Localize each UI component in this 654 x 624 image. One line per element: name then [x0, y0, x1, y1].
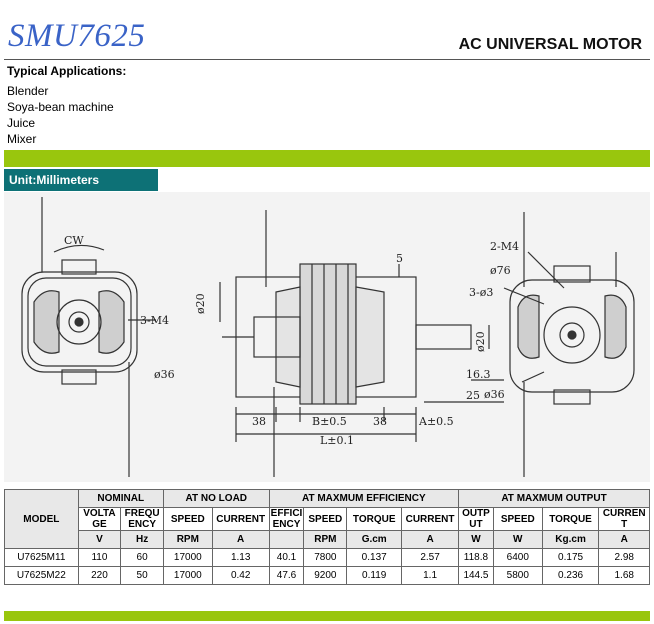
motor-drawing	[4, 192, 650, 482]
unit-cell: RPM	[163, 531, 212, 549]
side-view	[220, 210, 504, 477]
table-units-row	[5, 531, 650, 549]
dim38-left-label: 38	[252, 415, 266, 428]
unit-cell: Kg.cm	[542, 531, 599, 549]
cell: 9200	[304, 567, 347, 585]
cell: 60	[121, 549, 164, 567]
dia20-left-label: ø20	[194, 293, 207, 314]
cell: 5800	[493, 567, 542, 585]
unit-cell: W	[493, 531, 542, 549]
motor-type-title: AC UNIVERSAL MOTOR	[458, 36, 642, 53]
column-header: TORQUE	[542, 508, 599, 531]
spec-table	[4, 489, 650, 585]
cell: 0.175	[542, 549, 599, 567]
section-divider-bar	[4, 150, 650, 167]
dia20-shaft-label: ø20	[474, 331, 487, 352]
max-output-header: AT MAXMUM OUTPUT	[459, 490, 650, 508]
cell: 1.13	[212, 549, 269, 567]
column-header: SPEED	[304, 508, 347, 531]
column-header: OUTPUT	[459, 508, 494, 531]
m4-right-label: 2-M4	[490, 240, 519, 253]
technical-drawing-svg	[4, 192, 650, 482]
cell: 2.98	[599, 549, 650, 567]
cell: 50	[121, 567, 164, 585]
dim-b-label: B±0.5	[312, 415, 347, 428]
cell: 17000	[163, 567, 212, 585]
unit-cell: W	[459, 531, 494, 549]
column-header: CURRENT	[212, 508, 269, 531]
model-title: SMU7625	[8, 18, 146, 54]
column-header: FREQUENCY	[121, 508, 164, 531]
nominal-header: NOMINAL	[78, 490, 163, 508]
dim5-label: 5	[396, 252, 403, 265]
column-header: TORQUE	[347, 508, 402, 531]
cell: U7625M11	[5, 549, 79, 567]
dim38-right-label: 38	[373, 415, 387, 428]
cell: 7800	[304, 549, 347, 567]
dim-a-label: A±0.5	[419, 415, 454, 428]
column-header: SPEED	[163, 508, 212, 531]
unit-cell: Hz	[121, 531, 164, 549]
no-load-header: AT NO LOAD	[163, 490, 269, 508]
unit-cell: A	[212, 531, 269, 549]
unit-cell: A	[599, 531, 650, 549]
column-header: CURRENT	[402, 508, 459, 531]
column-header: EFFICIENCY	[270, 508, 303, 530]
cell: 118.8	[459, 549, 494, 567]
column-header: VOLTAGE	[78, 508, 121, 531]
model-header: MODEL	[5, 490, 79, 549]
screws-left-label: 3-M4	[140, 314, 169, 327]
application-item: Soya-bean machine	[7, 100, 114, 114]
table-group-header-row	[5, 490, 650, 508]
table-column-header-row	[5, 508, 650, 531]
table-row	[5, 567, 650, 585]
unit-cell	[269, 531, 304, 549]
cell: 0.119	[347, 567, 402, 585]
dia36-left-label: ø36	[154, 368, 175, 381]
application-item: Blender	[7, 84, 49, 98]
header-divider	[4, 59, 650, 60]
unit-cell: A	[402, 531, 459, 549]
dim25-label: 25	[466, 389, 480, 402]
footer-bar	[4, 611, 650, 621]
cell: 144.5	[459, 567, 494, 585]
unit-label: Unit:Millimeters	[4, 169, 158, 191]
unit-cell: RPM	[304, 531, 347, 549]
cell: 110	[78, 549, 121, 567]
cell: 2.57	[402, 549, 459, 567]
cell: 40.1	[269, 549, 304, 567]
cell: 0.42	[212, 567, 269, 585]
application-item: Mixer	[7, 132, 37, 146]
applications-title: Typical Applications:	[7, 64, 127, 78]
cell: 0.137	[347, 549, 402, 567]
dia3-label: 3-ø3	[469, 286, 494, 299]
max-efficiency-header: AT MAXMUM EFFICIENCY	[269, 490, 458, 508]
cell: U7625M22	[5, 567, 79, 585]
application-item: Juice	[7, 116, 36, 130]
dia36-right-label: ø36	[484, 388, 505, 401]
cw-label: CW	[64, 234, 84, 247]
column-header: CURRENT	[599, 508, 650, 531]
left-end-view	[22, 197, 156, 477]
unit-cell: V	[78, 531, 121, 549]
cell: 220	[78, 567, 121, 585]
cell: 17000	[163, 549, 212, 567]
cell: 0.236	[542, 567, 599, 585]
right-end-view	[504, 212, 634, 477]
dim-l-label: L±0.1	[320, 434, 355, 447]
cell: 6400	[493, 549, 542, 567]
dia76-label: ø76	[490, 264, 511, 277]
applications-section	[7, 64, 126, 147]
header	[0, 0, 654, 62]
cell: 1.68	[599, 567, 650, 585]
table-row	[5, 549, 650, 567]
unit-cell: G.cm	[347, 531, 402, 549]
cell: 1.1	[402, 567, 459, 585]
column-header: SPEED	[493, 508, 542, 531]
cell: 47.6	[269, 567, 304, 585]
dim16-3-label: 16.3	[466, 368, 491, 381]
